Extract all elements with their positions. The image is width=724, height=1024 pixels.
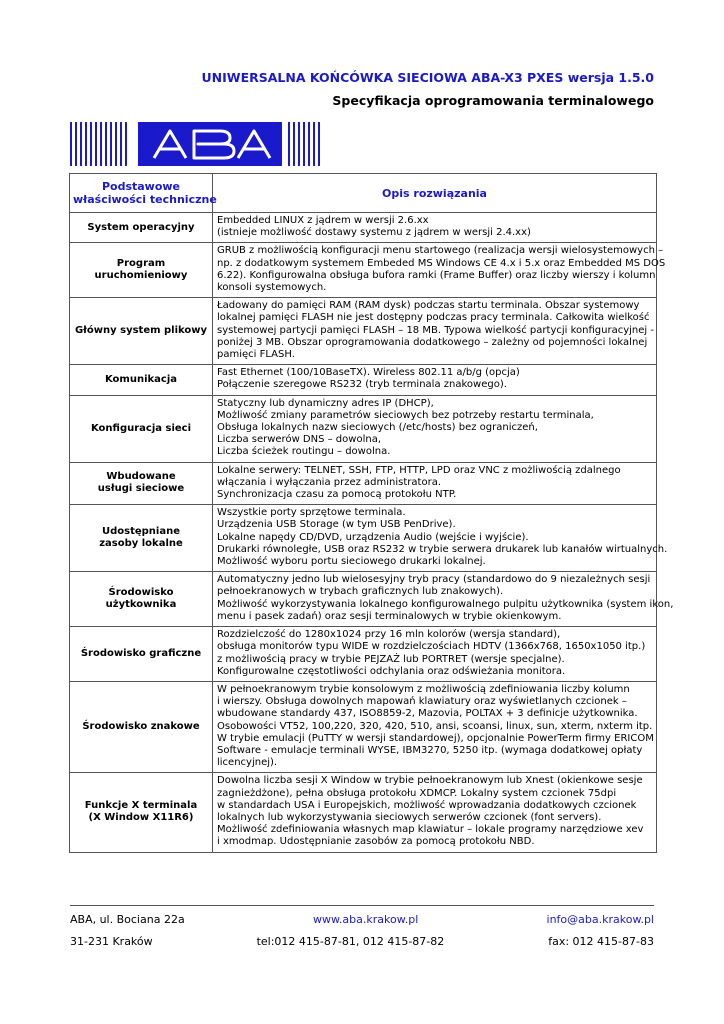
description-line: Obsługa lokalnych nazw sieciowych (/etc/hosts) bez ograniczeń, (217, 422, 538, 434)
description-line: Fast Ethernet (100/10BaseTX). Wireless 802.11 a/b/g (opcja) (217, 367, 520, 379)
description-line: licencyjnej). (217, 757, 278, 769)
property-name-line: zasoby lokalne (99, 538, 183, 550)
property-name (70, 243, 213, 298)
property-name (70, 395, 213, 462)
footer-city: 31-231 Kraków (70, 935, 153, 948)
footer-email-link[interactable]: info@aba.krakow.pl (546, 913, 654, 926)
description-line: Liczba serwerów DNS – dowolna, (217, 434, 381, 446)
description-line: Możliwość wyboru portu sieciowego drukarki lokalnej. (217, 556, 486, 568)
table-row (70, 773, 657, 852)
specification-rows (70, 213, 674, 853)
table-row (70, 572, 657, 627)
property-name-line: Udostępniane (101, 526, 181, 538)
description-line: Synchronizacja czasu za pomocą protokołu NTP. (217, 489, 457, 501)
property-name-line: Środowisko znakowe (82, 721, 200, 733)
description-line: Embedded LINUX z jądrem w wersji 2.6.xx (217, 215, 429, 226)
description-line: Osobowości VT52, 100,220, 320, 420, 510, ansi, scoansi, linux, sun, xterm, nxterm itp. (217, 720, 653, 732)
footer-website-link[interactable]: www.aba.krakow.pl (312, 913, 419, 926)
property-name (70, 773, 213, 852)
table-row (70, 505, 657, 572)
property-description (213, 462, 657, 505)
description-line: zagnieżdżone), pełna obsługa protokołu XDMCP. Lokalny system czcionek 75dpi (217, 787, 617, 799)
description-line: Lokalne napędy CD/DVD, urządzenia Audio (wejście i wyjście). (217, 531, 529, 543)
property-description (213, 572, 674, 627)
description-line: i wierszy. Obsługa dowolnych mapowań klawiatury oraz wyświetlanych czcionek – (217, 696, 627, 708)
property-name-line: (X Window X11R6) (88, 812, 194, 824)
description-line: pamięci FLASH. (217, 349, 295, 361)
description-line: systemowej partycji pamięci FLASH – 18 MB. Typowa wielkość partycji konfiguracyjnej - (217, 324, 654, 336)
property-name (70, 681, 213, 772)
description-line: (istnieje możliwość dostawy systemu z jądrem w wersji 2.4.xx) (217, 227, 531, 239)
description-line: Ładowany do pamięci RAM (RAM dysk) podczas startu terminala. Obszar systemowy (217, 300, 640, 312)
property-name (70, 572, 213, 627)
property-description (213, 505, 668, 572)
description-line: Drukarki równoległe, USB oraz RS232 w trybie serwera drukarek lub kanałów wirtualnych. (217, 543, 668, 555)
description-line: wbudowane standardy 437, ISO8859-2, Mazovia, POLTAX + 3 definicje użytkownika. (217, 708, 638, 720)
description-line: włączania i wyłączania przez administratora. (217, 476, 441, 488)
table-row (70, 365, 657, 395)
description-line: GRUB z możliwością konfiguracji menu startowego (realizacja wersji wielosystemowych – (217, 245, 664, 257)
specification-table (69, 173, 674, 853)
description-line: Możliwość wykorzystywania lokalnego konfigurowalnego pulpitu użytkownika (system ikon, (217, 598, 674, 610)
property-name-line: Funkcje X terminala (84, 800, 198, 812)
property-name (70, 365, 213, 395)
description-line: Urządzenia USB Storage (w tym USB PenDrive). (217, 519, 456, 531)
property-name-line: Środowisko graficzne (80, 647, 202, 659)
description-line: Połączenie szeregowe RS232 (tryb terminala znakowego). (217, 379, 507, 391)
table-row (70, 681, 657, 772)
description-line: W pełnoekranowym trybie konsolowym z możliwością zdefiniowania liczby kolumn (217, 683, 630, 695)
property-description (213, 681, 657, 772)
table-row (70, 395, 657, 462)
header-properties-line: właściwości techniczne (73, 193, 217, 206)
property-name-line: Komunikacja (104, 373, 178, 385)
footer-row-2 (70, 935, 654, 948)
description-line: W trybie emulacji (PuTTY w wersji standardowej), opcjonalnie PowerTerm firmy ERICOM (217, 732, 654, 744)
property-name-line: System operacyjny (87, 221, 195, 233)
description-line: lokalnych lub wykorzystywania sieciowych serwerów czcionek (font servers). (217, 811, 602, 823)
description-line: Możliwość zdefiniowania własnych map klawiatur – lokale programy narzędziowe xev (217, 824, 644, 836)
property-description (213, 213, 657, 243)
property-name-line: Główny system plikowy (74, 325, 208, 337)
property-description (213, 365, 657, 395)
footer-address: ABA, ul. Bociana 22a (70, 913, 185, 926)
description-line: konsoli systemowych. (217, 282, 327, 294)
document-subtitle: Specyfikacja oprogramowania terminalowego (332, 93, 654, 108)
description-line: Lokalne serwery: TELNET, SSH, FTP, HTTP, LPD oraz VNC z możliwością zdalnego (217, 464, 621, 476)
description-line: obsługa monitorów typu WIDE w rozdzielczościach HDTV (1366x768, 1650x1050 itp.) (217, 641, 646, 653)
description-line: np. z dodatkowym systemem Embeded MS Windows CE 4.x i 5.x oraz Embedded MS DOS (217, 257, 666, 269)
property-name (70, 298, 213, 365)
property-name-line: użytkownika (105, 599, 177, 611)
description-line: Automatyczny jedno lub wielosesyjny tryb pracy (standardowo do 9 niezależnych sesji (217, 574, 651, 586)
footer-phone: tel:012 415-87-81, 012 415-87-82 (256, 935, 445, 948)
property-description (213, 243, 666, 298)
property-description (213, 627, 657, 682)
header-properties-line: Podstawowe (101, 180, 181, 193)
description-line: Statyczny lub dynamiczny adres IP (DHCP), (217, 397, 434, 409)
property-name (70, 627, 213, 682)
description-line: Konfigurowalne częstotliwości odchylania oraz odświeżania monitora. (217, 665, 566, 677)
table-row (70, 213, 657, 243)
aba-logo (70, 122, 320, 166)
property-name-line: Program (116, 258, 166, 270)
property-name-line: usługi sieciowe (97, 483, 185, 495)
table-header-row (70, 174, 657, 213)
description-line: Software - emulacje terminali WYSE, IBM3270, 5250 itp. (wymaga dodatkowej opłaty (217, 744, 643, 756)
header-description: Opis rozwiązania (213, 174, 657, 213)
property-name-line: Konfiguracja sieci (90, 422, 192, 434)
description-line: pełnoekranowych w trybach graficznych lub znakowych). (217, 586, 504, 598)
property-name (70, 213, 213, 243)
table-row (70, 298, 657, 365)
description-line: Dowolna liczba sesji X Window w trybie pełnoekranowym lub Xnest (okienkowe sesje (217, 775, 643, 787)
table-row (70, 462, 657, 505)
property-name-line: Środowisko (108, 586, 174, 598)
description-line: Liczba ścieżek routingu – dowolna. (217, 446, 391, 458)
property-name-line: uruchomieniowy (94, 270, 188, 282)
description-line: Możliwość zmiany parametrów sieciowych bez potrzeby restartu terminala, (217, 409, 594, 421)
document-title: UNIWERSALNA KOŃCÓWKA SIECIOWA ABA-X3 PXES wersja 1.5.0 (201, 70, 654, 85)
property-description (213, 773, 657, 852)
description-line: i xmodmap. Udostępnianie zasobów za pomocą protokołu NBD. (217, 836, 535, 848)
property-name-line: Wbudowane (106, 471, 176, 483)
table-row (70, 627, 657, 682)
property-name (70, 462, 213, 505)
description-line: Wszystkie porty sprzętowe terminala. (217, 507, 406, 519)
property-description (213, 395, 657, 462)
description-line: w standardach USA i Europejskich, możliwość wprowadzania dodatkowych czcionek (217, 799, 637, 811)
footer-fax: fax: 012 415-87-83 (548, 935, 654, 948)
description-line: menu i pasek zadań) oraz sesji terminalowych w trybie okienkowym. (217, 610, 562, 622)
description-line: lokalnej pamięci FLASH nie jest dostępny podczas pracy terminala. Całkowita wielkość (217, 312, 650, 324)
table-row (70, 243, 657, 298)
property-name (70, 505, 213, 572)
footer-row-1 (70, 913, 654, 926)
description-line: poniżej 3 MB. Obszar oprogramowania dodatkowego – zależny od pojemności lokalnej (217, 336, 648, 348)
description-line: 6.22). Konfigurowalna obsługa bufora ramki (Frame Buffer) oraz liczby wierszy i kolumn (217, 269, 656, 281)
header-properties (70, 174, 217, 213)
footer-divider (70, 905, 654, 906)
description-line: z możliwością pracy w trybie PEJZAŻ lub PORTRET (wersje specjalne). (217, 653, 565, 665)
description-line: Rozdzielczość do 1280x1024 przy 16 mln kolorów (wersja standard), (217, 629, 561, 641)
property-description (213, 298, 657, 365)
